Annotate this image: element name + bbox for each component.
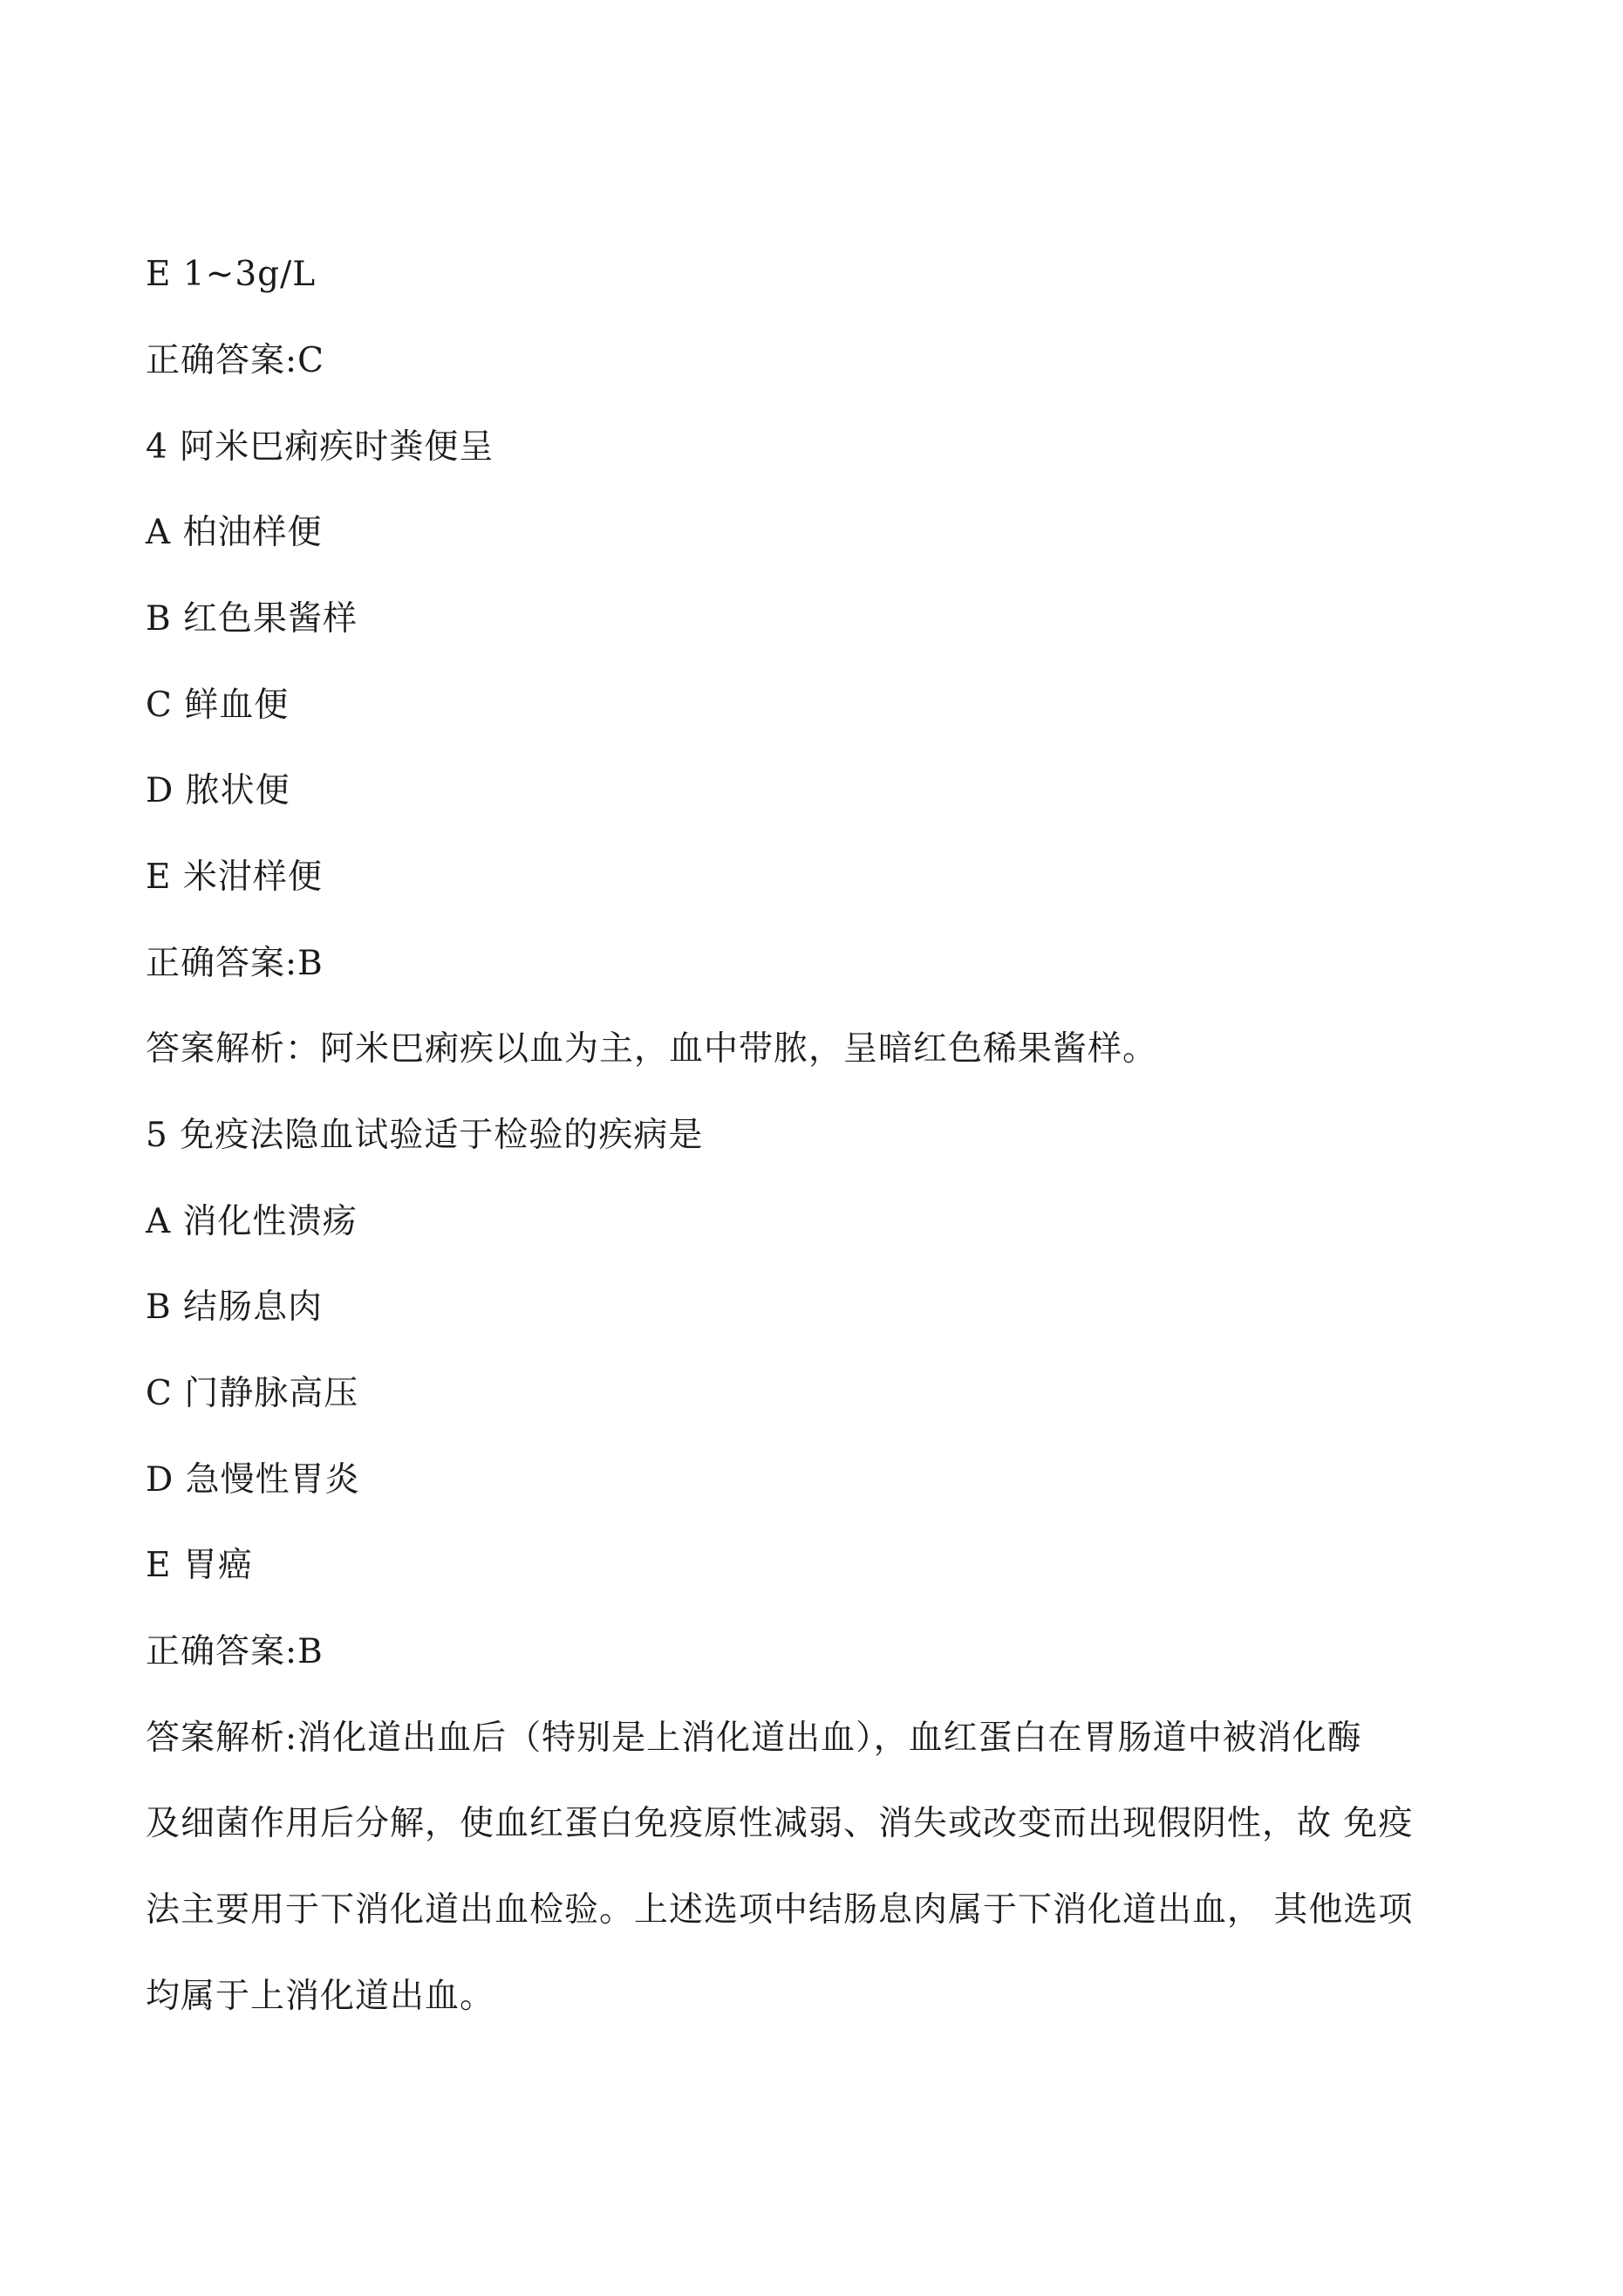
explanation-q5-line-1: 答案解析:消化道出血后（特别是上消化道出血），血红蛋白在胃肠道中被消化酶 xyxy=(146,1719,1362,1758)
option-e-q5: E 胃癌 xyxy=(146,1546,253,1585)
explanation-q5-line-3: 法主要用于下消化道出血检验。上述选项中结肠息肉属于下消化道出血， 其他选项 xyxy=(146,1890,1414,1930)
option-c-q4: C 鲜血便 xyxy=(146,686,290,725)
explanation-q4: 答案解析：阿米巴痢疾以血为主，血中带脓，呈暗红色稀果酱样。 xyxy=(146,1029,1158,1069)
option-a-q4: A 柏油样便 xyxy=(146,513,323,552)
question-5: 5 免疫法隐血试验适于检验的疾病是 xyxy=(146,1116,704,1155)
option-e-q4: E 米泔样便 xyxy=(146,858,323,897)
option-c-q5: C 门静脉高压 xyxy=(146,1374,359,1413)
answer-q5: 正确答案:B xyxy=(146,1632,324,1671)
option-b-q5: B 结肠息肉 xyxy=(146,1288,324,1327)
option-a-q5: A 消化性溃疡 xyxy=(146,1202,358,1241)
answer-q4: 正确答案:B xyxy=(146,944,324,983)
answer-q3: 正确答案:C xyxy=(146,341,324,380)
explanation-q5-line-4: 均属于上消化道出血。 xyxy=(146,1977,495,2016)
option-b-q4: B 红色果酱样 xyxy=(146,599,358,639)
explanation-q5-line-2: 及细菌作用后分解，使血红蛋白免疫原性减弱、消失或改变而出现假阴性，故 免疫 xyxy=(146,1804,1414,1843)
option-e-q3: E 1~3g/L xyxy=(146,255,317,294)
question-4: 4 阿米巴痢疾时粪便呈 xyxy=(146,427,494,467)
option-d-q4: D 脓状便 xyxy=(146,771,290,810)
option-d-q5: D 急慢性胃炎 xyxy=(146,1460,360,1500)
